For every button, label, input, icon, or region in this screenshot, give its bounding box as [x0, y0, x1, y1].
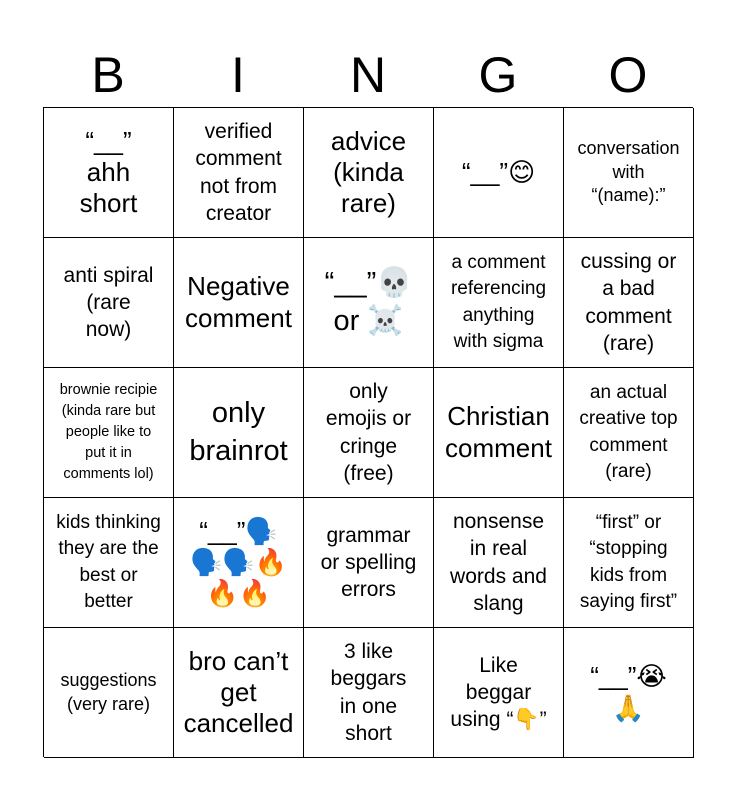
bingo-cell[interactable] — [434, 108, 564, 238]
bingo-cell[interactable] — [174, 238, 304, 368]
bingo-cell[interactable] — [564, 238, 694, 368]
cell-text: Like beggar using “👇” — [450, 653, 547, 732]
bingo-cell[interactable] — [44, 108, 174, 238]
cell-text: advice (kinda rare) — [330, 125, 407, 219]
bingo-cell[interactable] — [564, 628, 694, 758]
cell-text: grammar or spelling errors — [320, 523, 417, 602]
header-letter-b: B — [91, 47, 125, 103]
bingo-cell[interactable] — [44, 368, 174, 498]
bingo-cell[interactable] — [174, 108, 304, 238]
bingo-cell[interactable] — [434, 368, 564, 498]
header-letter-g: G — [478, 47, 518, 103]
bingo-cell[interactable] — [174, 498, 304, 628]
bingo-cell[interactable] — [434, 498, 564, 628]
bingo-cell[interactable] — [434, 628, 564, 758]
cell-text: “__”💀 or ☠️ — [324, 266, 413, 337]
cell-text: a comment referencing anything with sigma — [450, 252, 547, 352]
cell-text: “__”🗣️ 🗣️🗣️🔥 🔥🔥 — [189, 515, 288, 609]
bingo-cell[interactable] — [44, 238, 174, 368]
cell-text: cussing or a bad comment (rare) — [580, 249, 677, 355]
cell-text: kids thinking they are the best or better — [56, 512, 161, 612]
cell-text: “__”😭 🙏 — [590, 661, 667, 723]
bingo-cell[interactable] — [174, 628, 304, 758]
cell-text: “__” ahh short — [79, 125, 138, 219]
bingo-cell[interactable] — [564, 498, 694, 628]
bingo-header — [43, 46, 693, 104]
cell-text: Negative comment — [185, 271, 292, 333]
cell-text: “first” or “stopping kids from saying first” — [579, 512, 678, 612]
cell-text: verified comment not from creator — [195, 119, 282, 225]
bingo-cell[interactable] — [44, 628, 174, 758]
bingo-cell[interactable] — [564, 368, 694, 498]
bingo-cell[interactable] — [44, 498, 174, 628]
cell-text: conversation with “(name):” — [577, 138, 680, 206]
cell-text: anti spiral (rare now) — [63, 263, 154, 342]
cell-text: brownie recipie (kinda rare but people like to put it in comments lol) — [59, 381, 158, 483]
header-letter-i: I — [231, 47, 245, 103]
bingo-cell[interactable] — [304, 628, 434, 758]
bingo-cell[interactable] — [174, 368, 304, 498]
bingo-cell[interactable] — [304, 368, 434, 498]
bingo-cell[interactable] — [564, 108, 694, 238]
header-letter-o: O — [608, 47, 648, 103]
bingo-cell[interactable] — [304, 498, 434, 628]
cell-text: 3 like beggars in one short — [330, 639, 407, 745]
cell-text: bro can’t get cancelled — [183, 645, 294, 739]
cell-text: Christian comment — [445, 401, 552, 463]
cell-text: only brainrot — [189, 396, 288, 467]
cell-text: suggestions (very rare) — [60, 670, 157, 714]
cell-text: nonsense in real words and slang — [450, 509, 547, 615]
bingo-board — [43, 107, 693, 757]
cell-text: only emojis or cringe (free) — [325, 379, 412, 485]
bingo-cell[interactable] — [434, 238, 564, 368]
cell-text: “__”😊 — [461, 156, 536, 187]
header-letter-n: N — [349, 47, 387, 103]
bingo-cell[interactable] — [304, 238, 434, 368]
cell-text: an actual creative top comment (rare) — [579, 382, 678, 482]
bingo-cell[interactable] — [304, 108, 434, 238]
